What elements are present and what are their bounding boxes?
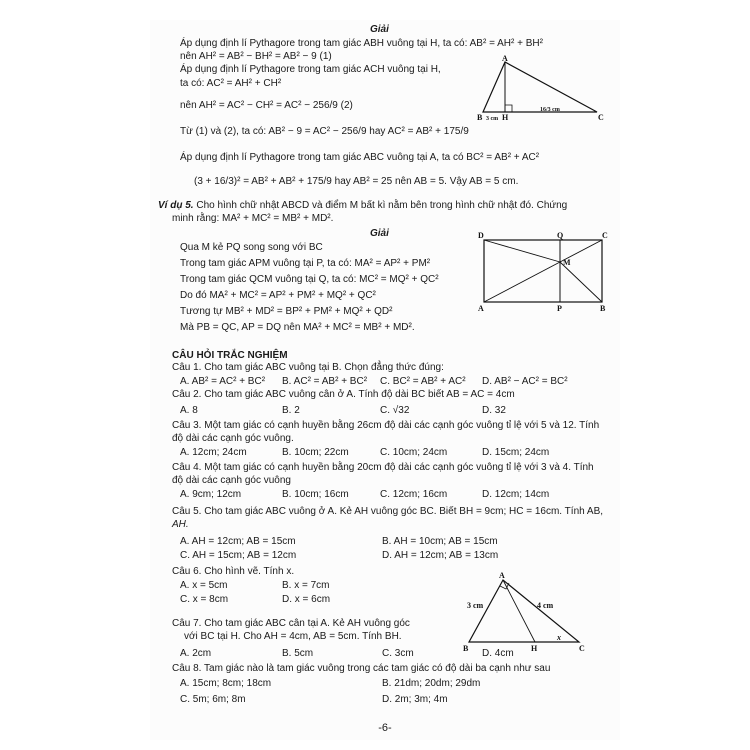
q2-option-a: A. 8 <box>180 405 198 416</box>
label-ab: 3 cm <box>467 601 484 610</box>
q3-option-d: D. 15cm; 24cm <box>482 447 550 458</box>
ex4-line-8: (3 + 16/3)² = AB² + AB² + 175/9 hay AB² = 25 nên AB = 5. Vậy AB = 5 cm. <box>194 176 519 187</box>
q8-option-a: A. 15cm; 8cm; 18cm <box>180 678 272 689</box>
q6-triangle-figure <box>455 570 590 654</box>
q4-option-b: B. 10cm; 16cm <box>282 489 349 500</box>
label-bh: 3 cm <box>486 116 499 122</box>
ex4-line-6: Từ (1) và (2), ta có: AB² − 9 = AC² − 256/9 hay AC² = AB² + 175/9 <box>180 126 469 137</box>
q2-option-c: C. √32 <box>380 405 410 416</box>
q6-option-b: B. x = 7cm <box>282 580 330 591</box>
q5-text-1: Câu 5. Cho tam giác ABC vuông ở A. Kẻ AH vuông góc BC. Biết BH = 9cm; HC = 16cm. Tính AB, <box>172 506 604 517</box>
q7-text-2: với BC tại H. Cho AH = 4cm, AB = 5cm. Tính BH. <box>184 631 402 642</box>
q7-option-a: A. 2cm <box>180 648 212 659</box>
q1-option-a: A. AB² = AC² + BC² <box>180 376 266 387</box>
label-c: C <box>598 113 604 122</box>
textbook-page <box>150 20 620 740</box>
label-d: D <box>478 232 484 240</box>
example-5-text-1: Cho hình chữ nhật ABCD và điểm M bất kì nằm bên trong hình chữ nhật đó. Chứng <box>196 200 568 211</box>
label-c: C <box>579 644 585 653</box>
ex4-line-4: ta có: AC² = AH² + CH² <box>180 78 282 89</box>
q6-text: Câu 6. Cho hình vẽ. Tính x. <box>172 566 295 577</box>
q7-option-b: B. 5cm <box>282 648 314 659</box>
solution-heading-ex5: Giải <box>370 228 389 239</box>
example-5-text-2: minh rằng: MA² + MC² = MB² + MD². <box>172 213 334 224</box>
q7-option-d: D. 4cm <box>482 648 514 659</box>
q4-option-a: A. 9cm; 12cm <box>180 489 242 500</box>
ex4-line-5: nên AH² = AC² − CH² = AC² − 256/9 (2) <box>180 100 353 111</box>
quiz-heading: CÂU HỎI TRẮC NGHIỆM <box>172 350 288 361</box>
label-h: H <box>502 113 509 122</box>
ex4-line-1: Áp dụng định lí Pythagore trong tam giác ABH vuông tại H, ta có: AB² = AH² + BH² <box>180 38 543 49</box>
label-a: A <box>502 54 508 63</box>
ex4-line-7: Áp dụng định lí Pythagore trong tam giác ABC vuông tại A, ta có BC² = AB² + AC² <box>180 152 540 163</box>
ex5-line-5: Tương tự MB² + MD² = BP² + PM² + MQ² + QD² <box>180 306 393 317</box>
rectangle-abcd-figure <box>478 232 608 314</box>
q4-text-2: độ dài các cạnh góc vuông <box>172 475 291 486</box>
q3-option-a: A. 12cm; 24cm <box>180 447 247 458</box>
q6-option-c: C. x = 8cm <box>180 594 229 605</box>
q3-option-b: B. 10cm; 22cm <box>282 447 349 458</box>
q6-option-a: A. x = 5cm <box>180 580 228 591</box>
q8-option-b: B. 21dm; 20dm; 29dm <box>382 678 481 689</box>
q4-text-1: Câu 4. Một tam giác có cạnh huyền bằng 20cm độ dài các cạnh góc vuông tỉ lệ với 3 và 4. Tính <box>172 462 594 473</box>
label-h: H <box>531 644 538 653</box>
label-c: C <box>602 232 608 240</box>
label-x: x <box>557 633 561 642</box>
ex5-line-3: Trong tam giác QCM vuông tại Q, ta có: MC² = MQ² + QC² <box>180 274 439 285</box>
q5-option-c: C. AH = 15cm; AB = 12cm <box>180 550 297 561</box>
q5-option-a: A. AH = 12cm; AB = 15cm <box>180 536 296 547</box>
label-p: P <box>557 304 562 313</box>
label-m: M <box>563 258 571 267</box>
solution-heading-ex4: Giải <box>370 24 389 35</box>
q2-text: Câu 2. Cho tam giác ABC vuông cân ở A. Tính độ dài BC biết AB = AC = 4cm <box>172 389 515 400</box>
q1-text: Câu 1. Cho tam giác ABC vuông tại B. Chọn đẳng thức đúng: <box>172 362 444 373</box>
label-a: A <box>499 571 505 580</box>
q2-option-b: B. 2 <box>282 405 300 416</box>
q3-option-c: C. 10cm; 24cm <box>380 447 448 458</box>
q1-option-d: D. AB² − AC² = BC² <box>482 376 568 387</box>
page-number: -6- <box>378 722 392 734</box>
q5-option-d: D. AH = 12cm; AB = 13cm <box>382 550 499 561</box>
label-b: B <box>477 113 483 122</box>
ex4-line-2: nên AH² = AB² − BH² = AB² − 9 (1) <box>180 51 332 62</box>
label-q: Q <box>557 232 564 240</box>
ex5-line-2: Trong tam giác APM vuông tại P, ta có: MA² = AP² + PM² <box>180 258 431 269</box>
label-hc: 16/3 cm <box>540 107 560 113</box>
label-b: B <box>463 644 469 653</box>
q1-option-c: C. BC² = AB² + AC² <box>380 376 466 387</box>
q7-option-c: C. 3cm <box>382 648 414 659</box>
example-5-statement <box>158 200 567 212</box>
q8-text: Câu 8. Tam giác nào là tam giác vuông trong các tam giác có độ dài ba cạnh như sau <box>172 663 551 674</box>
ex5-line-1: Qua M kẻ PQ song song với BC <box>180 242 323 253</box>
ex5-line-4: Do đó MA² + MC² = AP² + PM² + MQ² + QC² <box>180 290 376 301</box>
q8-option-d: D. 2m; 3m; 4m <box>382 694 448 705</box>
q4-option-c: C. 12cm; 16cm <box>380 489 448 500</box>
q4-option-d: D. 12cm; 14cm <box>482 489 550 500</box>
example-5-title: Ví dụ 5. <box>158 200 194 211</box>
q1-option-b: B. AC² = AB² + BC² <box>282 376 368 387</box>
label-b: B <box>600 304 606 313</box>
q7-text-1: Câu 7. Cho tam giác ABC cân tại A. Kẻ AH vuông góc <box>172 618 410 629</box>
ex5-line-6: Mà PB = QC, AP = DQ nên MA² + MC² = MB² + MD². <box>180 322 415 333</box>
q2-option-d: D. 32 <box>482 405 506 416</box>
q3-text-2: độ dài các cạnh góc vuông. <box>172 433 294 444</box>
q5-option-b: B. AH = 10cm; AB = 15cm <box>382 536 498 547</box>
q3-text-1: Câu 3. Một tam giác có cạnh huyền bằng 26cm độ dài các cạnh góc vuông tỉ lệ với 5 và 12. Tính <box>172 420 600 431</box>
label-a: A <box>478 304 484 313</box>
q8-option-c: C. 5m; 6m; 8m <box>180 694 246 705</box>
ex4-line-3: Áp dụng định lí Pythagore trong tam giác ACH vuông tại H, <box>180 64 441 75</box>
triangle-abc-figure <box>475 54 610 122</box>
label-ah: 4 cm <box>537 601 554 610</box>
q5-text-2: AH. <box>172 519 189 530</box>
q6-option-d: D. x = 6cm <box>282 594 331 605</box>
